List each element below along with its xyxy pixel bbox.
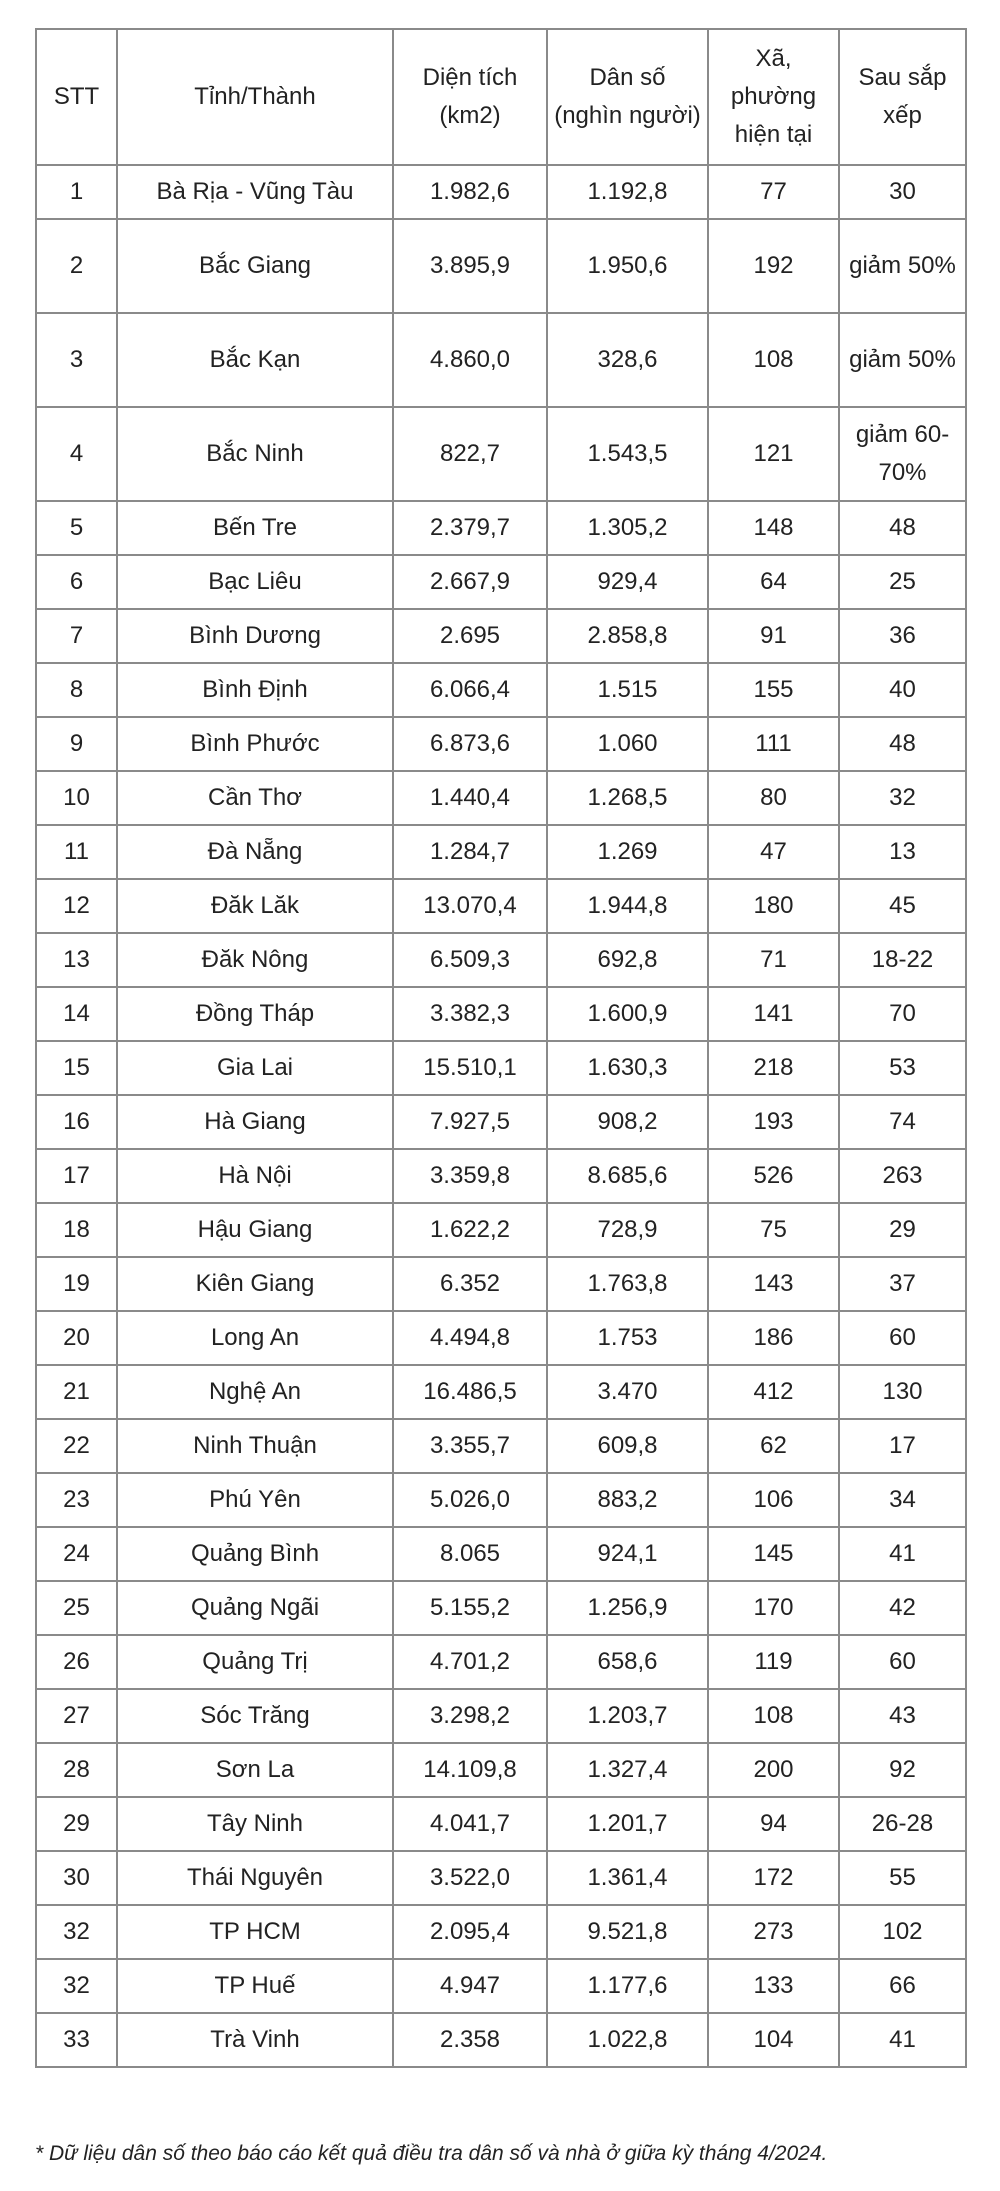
- cell-population: 1.203,7: [547, 1689, 708, 1743]
- cell-area: 6.066,4: [393, 663, 547, 717]
- cell-area: 3.522,0: [393, 1851, 547, 1905]
- cell-area: 3.355,7: [393, 1419, 547, 1473]
- table-row: [36, 1257, 966, 1311]
- cell-stt: 26: [36, 1635, 117, 1689]
- cell-after: 102: [839, 1905, 966, 1959]
- cell-wards: 64: [708, 555, 839, 609]
- cell-stt: 8: [36, 663, 117, 717]
- table-row: [36, 1365, 966, 1419]
- cell-province: Phú Yên: [117, 1473, 393, 1527]
- table-row: [36, 825, 966, 879]
- cell-wards: 108: [708, 313, 839, 407]
- header-after: Sau sắp xếp: [839, 29, 966, 165]
- cell-province: Bắc Kạn: [117, 313, 393, 407]
- cell-province: Hậu Giang: [117, 1203, 393, 1257]
- cell-stt: 30: [36, 1851, 117, 1905]
- cell-population: 1.269: [547, 825, 708, 879]
- cell-area: 5.155,2: [393, 1581, 547, 1635]
- cell-population: 1.630,3: [547, 1041, 708, 1095]
- cell-wards: 218: [708, 1041, 839, 1095]
- cell-province: Quảng Ngãi: [117, 1581, 393, 1635]
- cell-after: 17: [839, 1419, 966, 1473]
- cell-province: Bắc Ninh: [117, 407, 393, 501]
- cell-province: Đăk Nông: [117, 933, 393, 987]
- cell-province: Bình Phước: [117, 717, 393, 771]
- table-row: [36, 1689, 966, 1743]
- cell-after: 66: [839, 1959, 966, 2013]
- table-row: [36, 1149, 966, 1203]
- cell-population: 658,6: [547, 1635, 708, 1689]
- cell-wards: 62: [708, 1419, 839, 1473]
- cell-after: 18-22: [839, 933, 966, 987]
- cell-stt: 32: [36, 1959, 117, 2013]
- cell-area: 13.070,4: [393, 879, 547, 933]
- cell-population: 328,6: [547, 313, 708, 407]
- cell-after: 263: [839, 1149, 966, 1203]
- cell-after: 29: [839, 1203, 966, 1257]
- cell-area: 3.359,8: [393, 1149, 547, 1203]
- cell-stt: 27: [36, 1689, 117, 1743]
- cell-wards: 186: [708, 1311, 839, 1365]
- cell-province: Kiên Giang: [117, 1257, 393, 1311]
- cell-population: 929,4: [547, 555, 708, 609]
- cell-area: 4.701,2: [393, 1635, 547, 1689]
- table-row: [36, 407, 966, 501]
- cell-wards: 121: [708, 407, 839, 501]
- table-row: [36, 501, 966, 555]
- cell-area: 14.109,8: [393, 1743, 547, 1797]
- cell-area: 16.486,5: [393, 1365, 547, 1419]
- table-row: [36, 1095, 966, 1149]
- cell-wards: 192: [708, 219, 839, 313]
- cell-population: 1.201,7: [547, 1797, 708, 1851]
- cell-wards: 104: [708, 2013, 839, 2067]
- cell-after: 48: [839, 501, 966, 555]
- cell-stt: 2: [36, 219, 117, 313]
- cell-province: Bắc Giang: [117, 219, 393, 313]
- table-row: [36, 663, 966, 717]
- cell-area: 1.284,7: [393, 825, 547, 879]
- cell-province: Gia Lai: [117, 1041, 393, 1095]
- cell-after: 36: [839, 609, 966, 663]
- cell-wards: 143: [708, 1257, 839, 1311]
- cell-wards: 141: [708, 987, 839, 1041]
- cell-area: 1.622,2: [393, 1203, 547, 1257]
- cell-stt: 1: [36, 165, 117, 219]
- cell-province: Ninh Thuận: [117, 1419, 393, 1473]
- header-area: Diện tích (km2): [393, 29, 547, 165]
- cell-population: 1.753: [547, 1311, 708, 1365]
- cell-wards: 172: [708, 1851, 839, 1905]
- cell-stt: 33: [36, 2013, 117, 2067]
- cell-stt: 12: [36, 879, 117, 933]
- cell-province: TP Huế: [117, 1959, 393, 2013]
- footnote: * Dữ liệu dân số theo báo cáo kết quả điều tra dân số và nhà ở giữa kỳ tháng 4/2024.: [35, 2142, 828, 2165]
- cell-after: giảm 60-70%: [839, 407, 966, 501]
- cell-area: 4.494,8: [393, 1311, 547, 1365]
- cell-area: 4.947: [393, 1959, 547, 2013]
- cell-area: 3.382,3: [393, 987, 547, 1041]
- cell-population: 9.521,8: [547, 1905, 708, 1959]
- cell-after: 53: [839, 1041, 966, 1095]
- cell-province: Bình Dương: [117, 609, 393, 663]
- cell-province: Trà Vinh: [117, 2013, 393, 2067]
- cell-wards: 273: [708, 1905, 839, 1959]
- header-wards: Xã, phường hiện tại: [708, 29, 839, 165]
- cell-stt: 28: [36, 1743, 117, 1797]
- table-row: [36, 1851, 966, 1905]
- cell-stt: 11: [36, 825, 117, 879]
- cell-province: Long An: [117, 1311, 393, 1365]
- cell-after: 48: [839, 717, 966, 771]
- cell-population: 1.177,6: [547, 1959, 708, 2013]
- cell-population: 1.268,5: [547, 771, 708, 825]
- cell-wards: 47: [708, 825, 839, 879]
- cell-after: 60: [839, 1311, 966, 1365]
- cell-after: 42: [839, 1581, 966, 1635]
- cell-area: 8.065: [393, 1527, 547, 1581]
- cell-stt: 7: [36, 609, 117, 663]
- table-row: [36, 165, 966, 219]
- table-row: [36, 1797, 966, 1851]
- table-header-row: [36, 29, 966, 165]
- cell-province: Bình Định: [117, 663, 393, 717]
- cell-wards: 148: [708, 501, 839, 555]
- table-row: [36, 609, 966, 663]
- cell-population: 692,8: [547, 933, 708, 987]
- cell-area: 2.358: [393, 2013, 547, 2067]
- cell-wards: 133: [708, 1959, 839, 2013]
- header-stt: STT: [36, 29, 117, 165]
- cell-population: 8.685,6: [547, 1149, 708, 1203]
- cell-province: Quảng Bình: [117, 1527, 393, 1581]
- cell-population: 1.944,8: [547, 879, 708, 933]
- cell-wards: 106: [708, 1473, 839, 1527]
- cell-population: 1.256,9: [547, 1581, 708, 1635]
- cell-population: 728,9: [547, 1203, 708, 1257]
- province-table: [35, 28, 967, 2068]
- cell-stt: 22: [36, 1419, 117, 1473]
- table-row: [36, 987, 966, 1041]
- cell-area: 4.041,7: [393, 1797, 547, 1851]
- cell-after: 43: [839, 1689, 966, 1743]
- cell-after: 45: [839, 879, 966, 933]
- table-row: [36, 771, 966, 825]
- cell-after: 41: [839, 1527, 966, 1581]
- cell-stt: 20: [36, 1311, 117, 1365]
- cell-area: 3.895,9: [393, 219, 547, 313]
- cell-province: Bà Rịa - Vũng Tàu: [117, 165, 393, 219]
- cell-wards: 412: [708, 1365, 839, 1419]
- cell-population: 1.192,8: [547, 165, 708, 219]
- cell-population: 1.361,4: [547, 1851, 708, 1905]
- cell-province: Bến Tre: [117, 501, 393, 555]
- cell-after: 130: [839, 1365, 966, 1419]
- cell-province: Quảng Trị: [117, 1635, 393, 1689]
- cell-stt: 18: [36, 1203, 117, 1257]
- table-row: [36, 1041, 966, 1095]
- cell-after: 41: [839, 2013, 966, 2067]
- cell-after: 13: [839, 825, 966, 879]
- cell-stt: 14: [36, 987, 117, 1041]
- cell-population: 1.950,6: [547, 219, 708, 313]
- cell-area: 3.298,2: [393, 1689, 547, 1743]
- cell-wards: 80: [708, 771, 839, 825]
- cell-province: Bạc Liêu: [117, 555, 393, 609]
- cell-population: 2.858,8: [547, 609, 708, 663]
- table-row: [36, 313, 966, 407]
- cell-population: 1.060: [547, 717, 708, 771]
- cell-after: 40: [839, 663, 966, 717]
- table-row: [36, 1959, 966, 2013]
- cell-province: Sơn La: [117, 1743, 393, 1797]
- cell-area: 822,7: [393, 407, 547, 501]
- cell-stt: 5: [36, 501, 117, 555]
- cell-area: 1.982,6: [393, 165, 547, 219]
- cell-after: 37: [839, 1257, 966, 1311]
- cell-population: 883,2: [547, 1473, 708, 1527]
- cell-after: giảm 50%: [839, 219, 966, 313]
- header-province: Tỉnh/Thành: [117, 29, 393, 165]
- cell-stt: 29: [36, 1797, 117, 1851]
- cell-province: Sóc Trăng: [117, 1689, 393, 1743]
- cell-province: Hà Nội: [117, 1149, 393, 1203]
- cell-area: 1.440,4: [393, 771, 547, 825]
- cell-wards: 200: [708, 1743, 839, 1797]
- cell-population: 1.600,9: [547, 987, 708, 1041]
- cell-area: 2.095,4: [393, 1905, 547, 1959]
- table-row: [36, 933, 966, 987]
- cell-province: Hà Giang: [117, 1095, 393, 1149]
- table-row: [36, 1473, 966, 1527]
- table-row: [36, 1743, 966, 1797]
- cell-population: 924,1: [547, 1527, 708, 1581]
- table-row: [36, 879, 966, 933]
- cell-area: 6.352: [393, 1257, 547, 1311]
- cell-wards: 75: [708, 1203, 839, 1257]
- cell-province: Cần Thơ: [117, 771, 393, 825]
- header-population: Dân số (nghìn người): [547, 29, 708, 165]
- table-row: [36, 1635, 966, 1689]
- cell-stt: 19: [36, 1257, 117, 1311]
- cell-wards: 180: [708, 879, 839, 933]
- cell-stt: 10: [36, 771, 117, 825]
- cell-stt: 6: [36, 555, 117, 609]
- cell-wards: 155: [708, 663, 839, 717]
- cell-province: Nghệ An: [117, 1365, 393, 1419]
- cell-population: 1.305,2: [547, 501, 708, 555]
- cell-after: 34: [839, 1473, 966, 1527]
- cell-province: Đăk Lăk: [117, 879, 393, 933]
- cell-after: 30: [839, 165, 966, 219]
- cell-wards: 526: [708, 1149, 839, 1203]
- cell-wards: 193: [708, 1095, 839, 1149]
- cell-wards: 91: [708, 609, 839, 663]
- cell-after: 74: [839, 1095, 966, 1149]
- cell-population: 908,2: [547, 1095, 708, 1149]
- cell-area: 2.667,9: [393, 555, 547, 609]
- cell-stt: 16: [36, 1095, 117, 1149]
- cell-stt: 24: [36, 1527, 117, 1581]
- cell-area: 5.026,0: [393, 1473, 547, 1527]
- cell-after: 26-28: [839, 1797, 966, 1851]
- cell-after: 70: [839, 987, 966, 1041]
- cell-population: 1.327,4: [547, 1743, 708, 1797]
- cell-population: 1.763,8: [547, 1257, 708, 1311]
- table-row: [36, 1203, 966, 1257]
- cell-population: 1.022,8: [547, 2013, 708, 2067]
- cell-stt: 32: [36, 1905, 117, 1959]
- table-row: [36, 1527, 966, 1581]
- cell-after: 25: [839, 555, 966, 609]
- cell-population: 3.470: [547, 1365, 708, 1419]
- cell-after: 60: [839, 1635, 966, 1689]
- cell-wards: 108: [708, 1689, 839, 1743]
- cell-after: 32: [839, 771, 966, 825]
- cell-wards: 170: [708, 1581, 839, 1635]
- cell-area: 7.927,5: [393, 1095, 547, 1149]
- table-row: [36, 555, 966, 609]
- cell-stt: 25: [36, 1581, 117, 1635]
- cell-stt: 13: [36, 933, 117, 987]
- cell-stt: 9: [36, 717, 117, 771]
- cell-wards: 71: [708, 933, 839, 987]
- cell-wards: 94: [708, 1797, 839, 1851]
- cell-wards: 77: [708, 165, 839, 219]
- cell-area: 4.860,0: [393, 313, 547, 407]
- cell-province: Đà Nẵng: [117, 825, 393, 879]
- cell-wards: 119: [708, 1635, 839, 1689]
- cell-stt: 3: [36, 313, 117, 407]
- table-row: [36, 717, 966, 771]
- table-row: [36, 1311, 966, 1365]
- cell-area: 6.509,3: [393, 933, 547, 987]
- cell-after: giảm 50%: [839, 313, 966, 407]
- cell-stt: 15: [36, 1041, 117, 1095]
- cell-province: Đồng Tháp: [117, 987, 393, 1041]
- cell-area: 2.379,7: [393, 501, 547, 555]
- cell-stt: 23: [36, 1473, 117, 1527]
- cell-stt: 4: [36, 407, 117, 501]
- cell-population: 1.543,5: [547, 407, 708, 501]
- cell-area: 2.695: [393, 609, 547, 663]
- cell-after: 55: [839, 1851, 966, 1905]
- cell-wards: 111: [708, 717, 839, 771]
- table-row: [36, 1905, 966, 1959]
- cell-stt: 17: [36, 1149, 117, 1203]
- cell-area: 6.873,6: [393, 717, 547, 771]
- table-body: [36, 165, 966, 2067]
- table-row: [36, 2013, 966, 2067]
- cell-population: 609,8: [547, 1419, 708, 1473]
- cell-area: 15.510,1: [393, 1041, 547, 1095]
- cell-province: Thái Nguyên: [117, 1851, 393, 1905]
- cell-province: TP HCM: [117, 1905, 393, 1959]
- table-row: [36, 1581, 966, 1635]
- cell-stt: 21: [36, 1365, 117, 1419]
- table-row: [36, 1419, 966, 1473]
- cell-after: 92: [839, 1743, 966, 1797]
- table-row: [36, 219, 966, 313]
- cell-wards: 145: [708, 1527, 839, 1581]
- cell-province: Tây Ninh: [117, 1797, 393, 1851]
- cell-population: 1.515: [547, 663, 708, 717]
